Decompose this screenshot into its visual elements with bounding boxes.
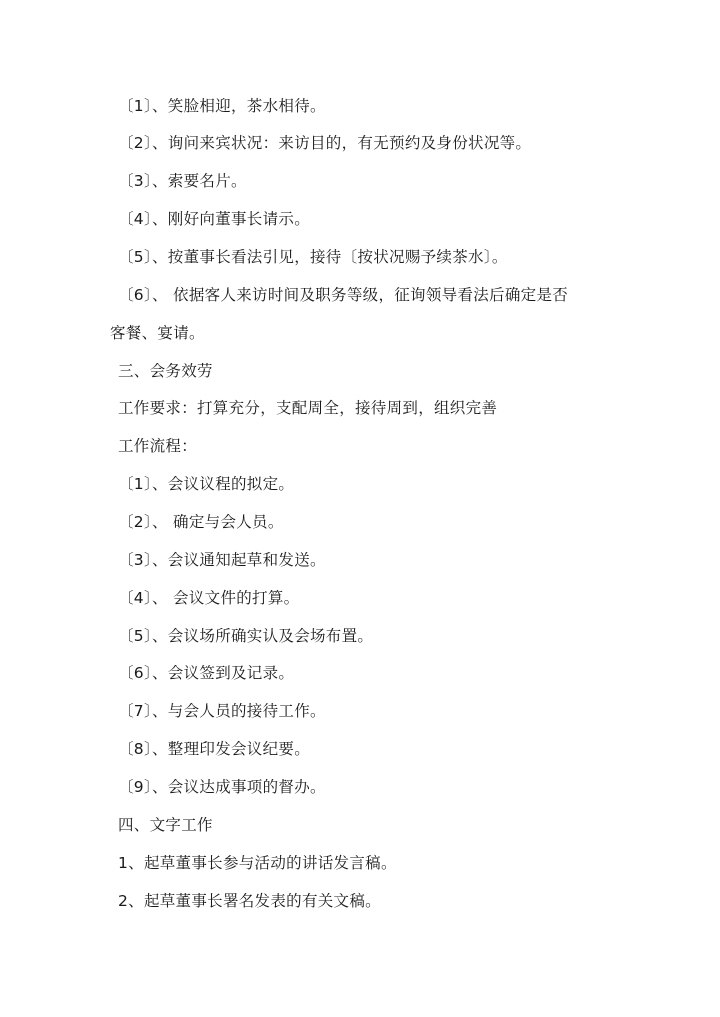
meeting-step-7: 〔7〕、与会人员的接待工作。 (118, 702, 326, 720)
meeting-step-1: 〔1〕、会议议程的拟定。 (118, 475, 295, 493)
reception-step-3: 〔3〕、索要名片。 (118, 172, 247, 190)
meeting-step-8: 〔8〕、整理印发会议纪要。 (118, 740, 311, 758)
work-requirements: 工作要求：打算充分，支配周全，接待周到，组织完善 (118, 399, 498, 417)
writing-item-2: 2、起草董事长署名发表的有关文稿。 (118, 892, 381, 910)
meeting-step-4: 〔4〕、 会议文件的打算。 (118, 589, 300, 607)
reception-step-6: 〔6〕、 依据客人来访时间及职务等级，征询领导看法后确定是否 (118, 286, 569, 304)
writing-item-1: 1、起草董事长参与活动的讲话发言稿。 (118, 854, 397, 872)
work-process-heading: 工作流程： (118, 437, 198, 455)
reception-step-4: 〔4〕、刚好向董事长请示。 (118, 210, 311, 228)
meeting-step-9: 〔9〕、会议达成事项的督办。 (118, 778, 326, 796)
reception-step-6-continued: 客餐、宴请。 (110, 324, 205, 342)
reception-step-1: 〔1〕、笑脸相迎，茶水相待。 (118, 97, 326, 115)
section-heading-meeting-service: 三、会务效劳 (118, 362, 213, 380)
meeting-step-2: 〔2〕、 确定与会人员。 (118, 513, 284, 531)
section-heading-writing-work: 四、文字工作 (118, 816, 213, 834)
meeting-step-6: 〔6〕、会议签到及记录。 (118, 664, 295, 682)
meeting-step-5: 〔5〕、会议场所确实认及会场布置。 (118, 627, 374, 645)
reception-step-5: 〔5〕、按董事长看法引见，接待〔按状况赐予续茶水〕。 (118, 248, 508, 266)
meeting-step-3: 〔3〕、会议通知起草和发送。 (118, 551, 326, 569)
reception-step-2: 〔2〕、询问来宾状况：来访目的，有无预约及身份状况等。 (118, 134, 532, 152)
